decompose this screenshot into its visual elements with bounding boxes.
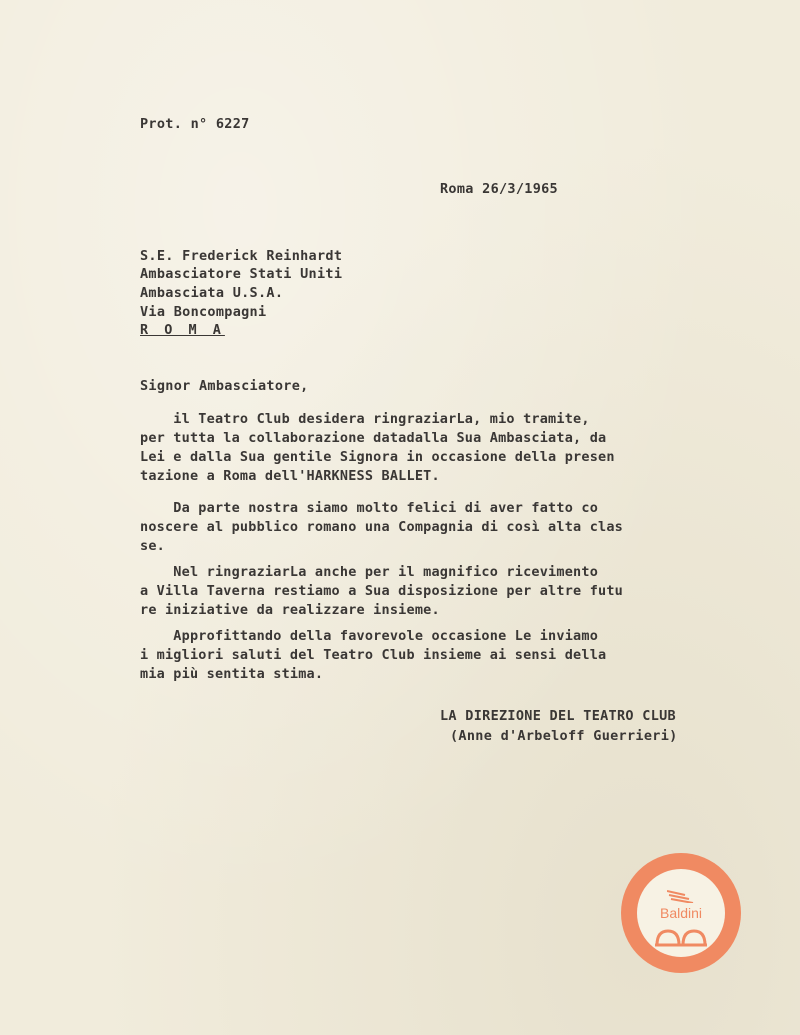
stamp-hatch-icon xyxy=(667,889,695,903)
protocol-number: Prot. n° 6227 xyxy=(140,116,250,132)
paragraph-reception xyxy=(140,563,710,620)
recipient-city: R O M A xyxy=(140,322,225,338)
paragraph-line: Nel ringraziarLa anche per il magnifico ricevimento xyxy=(140,564,599,580)
recipient-title: Ambasciatore Stati Uniti xyxy=(140,266,343,282)
signature-organization: LA DIREZIONE DEL TEATRO CLUB xyxy=(440,708,676,724)
recipient-office: Ambasciata U.S.A. xyxy=(140,285,284,301)
paragraph-line: tazione a Roma dell'HARKNESS BALLET. xyxy=(140,468,440,484)
recipient-street: Via Boncompagni xyxy=(140,304,267,320)
paragraph-line: Approfittando della favorevole occasione Le inviamo xyxy=(140,628,599,644)
paragraph-closing xyxy=(140,627,710,684)
paragraph-line: il Teatro Club desidera ringraziarLa, mio tramite, xyxy=(140,411,590,427)
baldini-archive-stamp xyxy=(621,853,741,973)
paragraph-line: a Villa Taverna restiamo a Sua disposizione per altre futu xyxy=(140,583,624,599)
stamp-label: Baldini xyxy=(659,905,703,921)
open-book-icon xyxy=(655,927,707,947)
paragraph-company xyxy=(140,499,710,556)
paragraph-line: se. xyxy=(140,538,165,554)
signature-name: (Anne d'Arbeloff Guerrieri) xyxy=(450,728,678,744)
paragraph-line: re iniziative da realizzare insieme. xyxy=(140,602,440,618)
paragraph-line: Da parte nostra siamo molto felici di aver fatto co xyxy=(140,500,599,516)
recipient-name: S.E. Frederick Reinhardt xyxy=(140,248,343,264)
salutation: Signor Ambasciatore, xyxy=(140,378,309,394)
paragraph-line: per tutta la collaborazione datadalla Sua Ambasciata, da xyxy=(140,430,607,446)
letter-date: Roma 26/3/1965 xyxy=(440,181,558,197)
paragraph-line: i migliori saluti del Teatro Club insieme ai sensi della xyxy=(140,647,607,663)
paragraph-line: Lei e dalla Sua gentile Signora in occasione della presen xyxy=(140,449,615,465)
paragraph-line: noscere al pubblico romano una Compagnia di così alta clas xyxy=(140,519,624,535)
stamp-inner-circle xyxy=(637,869,725,957)
paragraph-thanks xyxy=(140,410,710,486)
paragraph-line: mia più sentita stima. xyxy=(140,666,324,682)
